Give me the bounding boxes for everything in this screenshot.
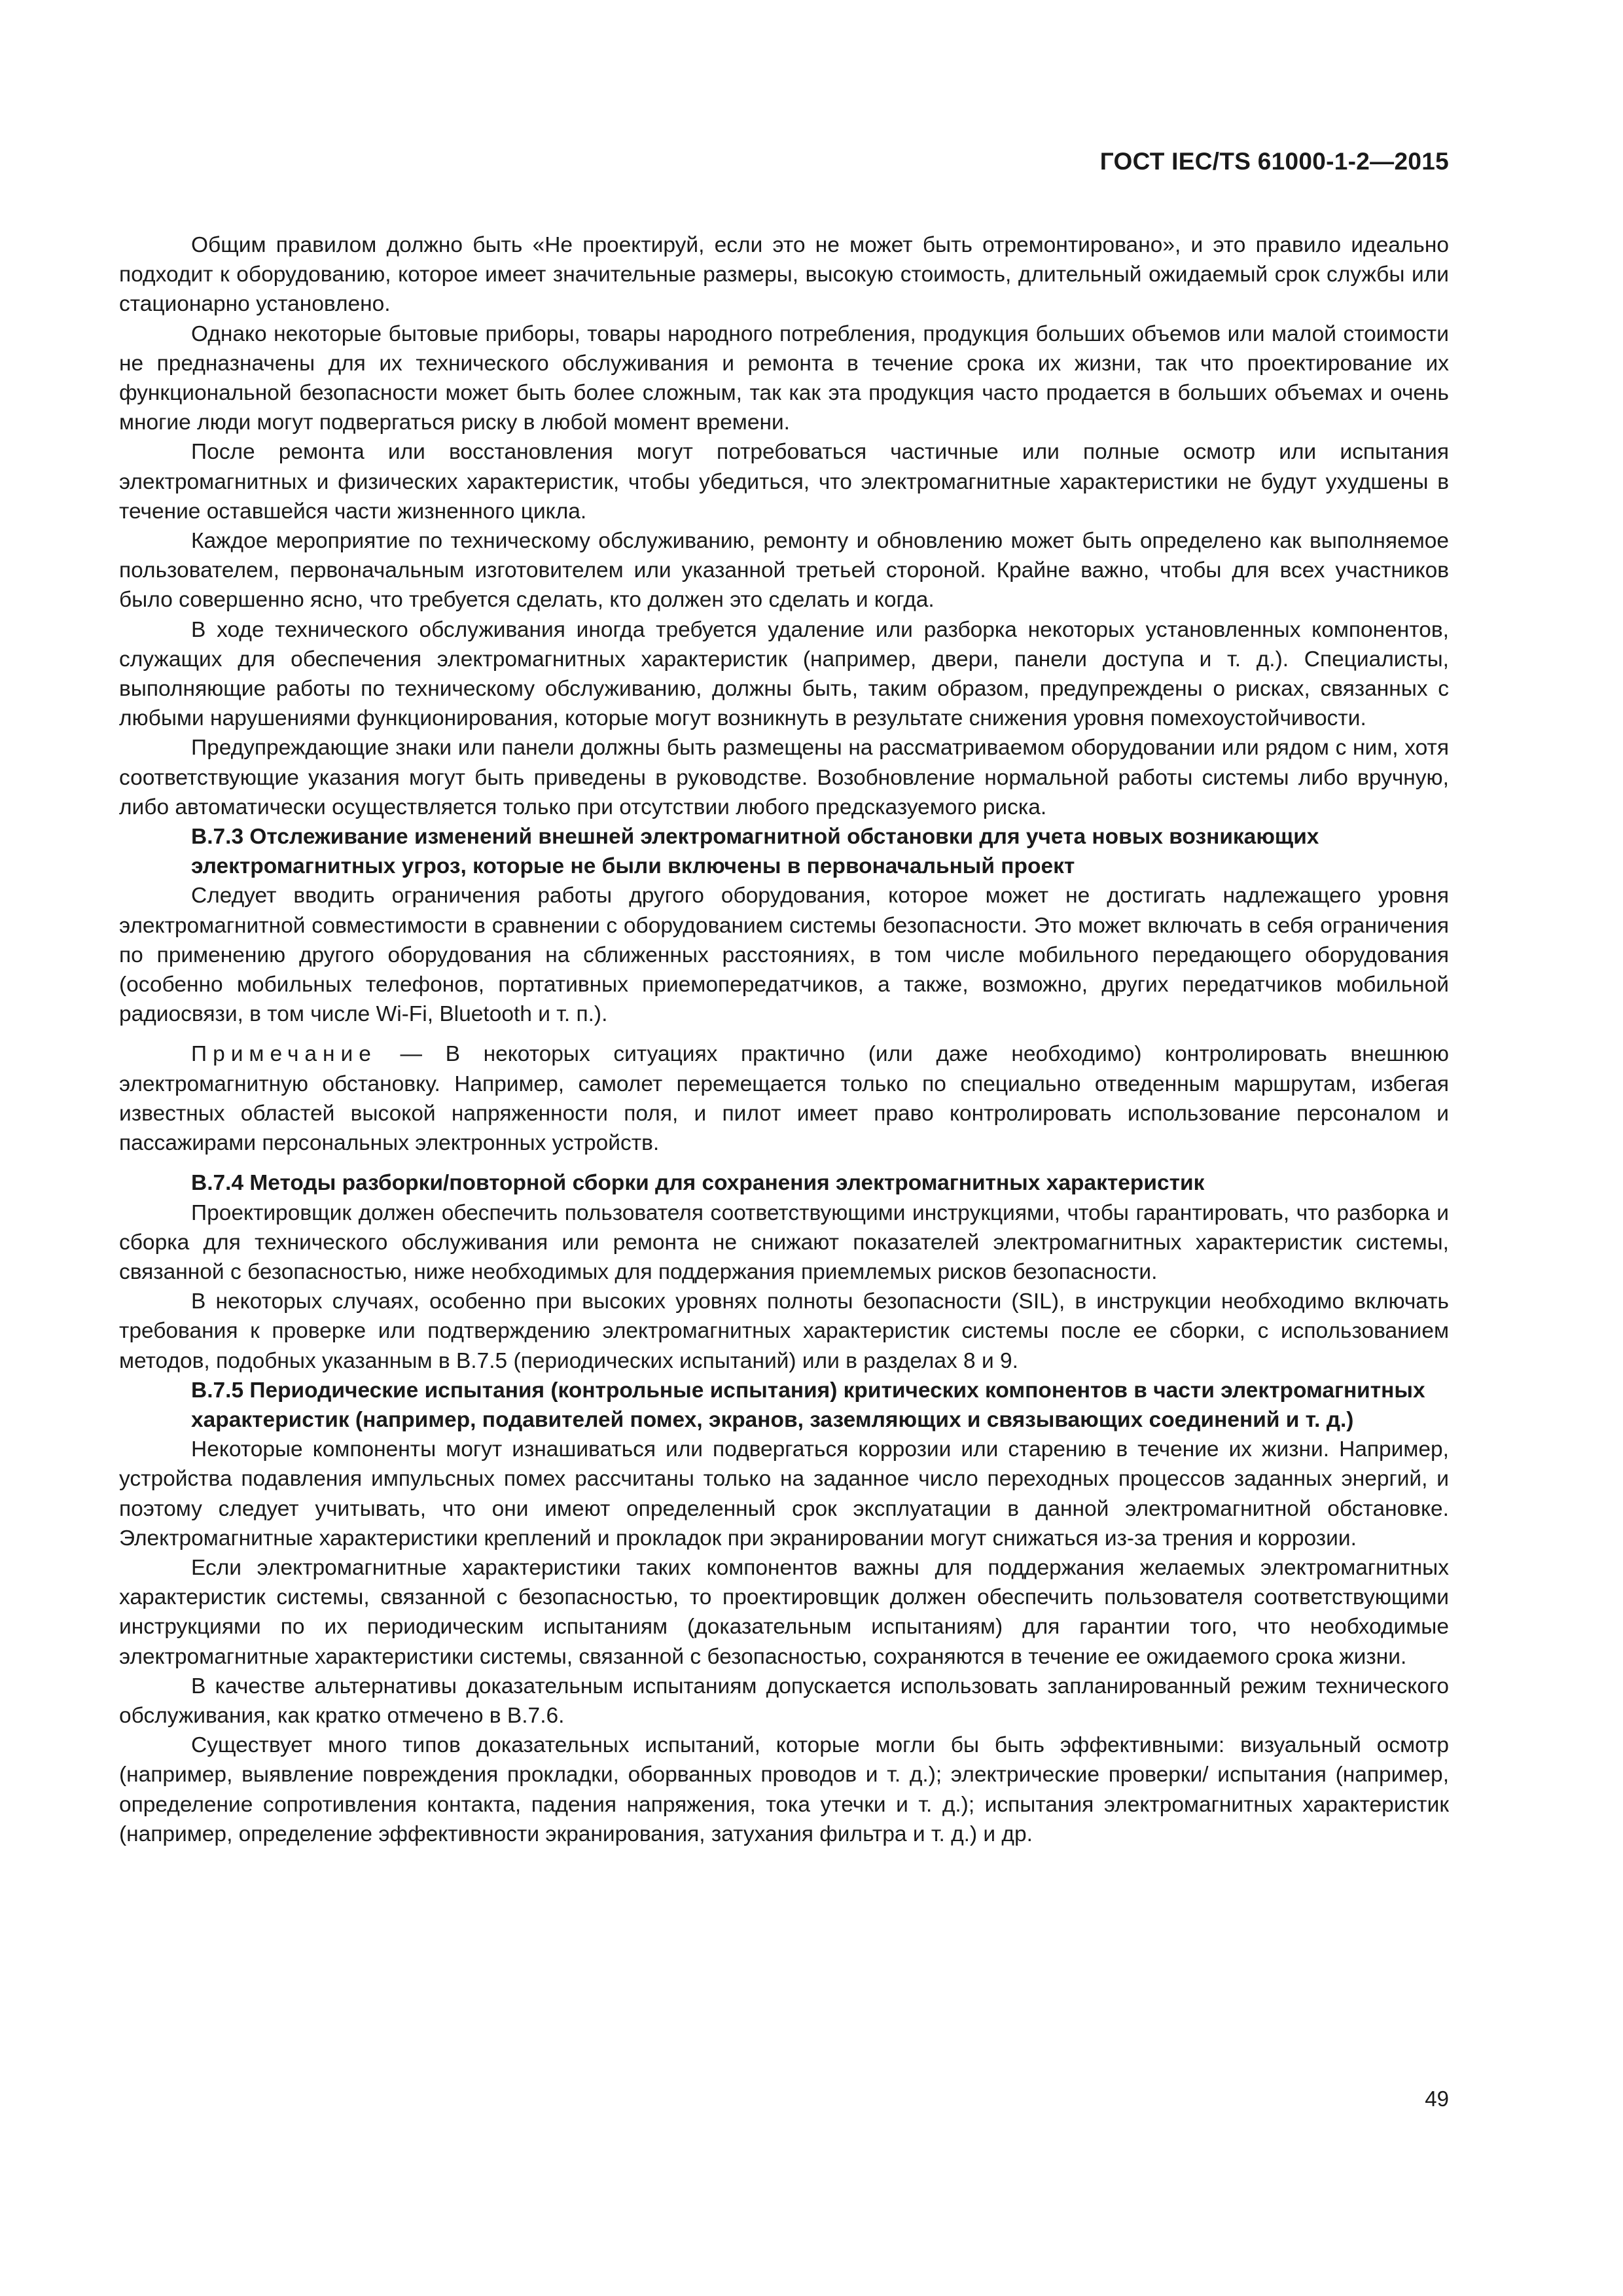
document-code-header: ГОСТ IEC/TS 61000-1-2—2015 (1099, 148, 1449, 175)
note-text: — В некоторых ситуациях практично (или даже необходимо) контролировать внешнюю электромагнитную обстановку. Например, самолет перемещается только по специально отведенным маршрутам, избегая известных областей высокой напряженности поля, и пилот имеет право контролировать использование персоналом и пассажирами персональных электронных устройств. (119, 1042, 1449, 1156)
body-paragraph: Однако некоторые бытовые приборы, товары народного потребления, продукция больших объемов или малой стоимости не предназначены для их технического обслуживания и ремонта в течение срока их жизни, так что проектирование их функциональной безопасности может быть более сложным, так как эта продукция часто продается в больших объемах и очень многие люди могут подвергаться риску в любой момент времени. (119, 321, 1449, 435)
section-heading-b74: В.7.4 Методы разборки/повторной сборки для сохранения электромагнитных характеристик (191, 1171, 1205, 1196)
note-paragraph (119, 1039, 1449, 1158)
page-number: 49 (1425, 2087, 1449, 2111)
section-heading-b73: В.7.3 Отслеживание изменений внешней электромагнитной обстановки для учета новых возникающих электромагнитных угроз, которые не были включены в первоначальный проект (191, 825, 1319, 879)
section-heading-b75: В.7.5 Периодические испытания (контрольные испытания) критических компонентов в части электромагнитных характеристик (например, подавителей помех, экранов, заземляющих и связывающих соединений и т. д.) (191, 1378, 1425, 1432)
body-paragraph: В качестве альтернативы доказательным испытаниям допускается использовать запланированный режим технического обслуживания, как кратко отмечено в В.7.6. (119, 1674, 1449, 1728)
document-body (119, 230, 1449, 1849)
body-paragraph: Каждое мероприятие по техническому обслуживанию, ремонту и обновлению может быть определено как выполняемое пользователем, первоначальным изготовителем или указанной третьей стороной. Крайне важно, чтобы для всех участников было совершенно ясно, что требуется сделать, кто должен это сделать и когда. (119, 529, 1449, 613)
note-label: Примечание (191, 1042, 377, 1067)
body-paragraph: В некоторых случаях, особенно при высоких уровнях полноты безопасности (SIL), в инструкции необходимо включать требования к проверке или подтверждению электромагнитных характеристик системы после ее сборки, с использованием методов, подобных указанным в В.7.5 (периодических испытаний) или в разделах 8 и 9. (119, 1289, 1449, 1373)
body-paragraph: В ходе технического обслуживания иногда требуется удаление или разборка некоторых установленных компонентов, служащих для обеспечения электромагнитных характеристик (например, двери, панели доступа и т. д.). Специалисты, выполняющие работы по техническому обслуживанию, должны быть, таким образом, предупреждены о рисках, связанных с любыми нарушениями функционирования, которые могут возникнуть в результате снижения уровня помехоустойчивости. (119, 617, 1449, 731)
body-paragraph: Существует много типов доказательных испытаний, которые могли бы быть эффективными: визуальный осмотр (например, выявление повреждения прокладки, оборванных проводов и т. д.); электрические проверки/ испытания (например, определение сопротивления контакта, падения напряжения, тока утечки и т. д.); испытания электромагнитных характеристик (например, определение эффективности экранирования, затухания фильтра и т. д.) и др. (119, 1733, 1449, 1846)
body-paragraph: Общим правилом должно быть «Не проектируй, если это не может быть отремонтировано», и это правило идеально подходит к оборудованию, которое имеет значительные размеры, высокую стоимость, длительный ожидаемый срок службы или стационарно установлено. (119, 233, 1449, 317)
body-paragraph: После ремонта или восстановления могут потребоваться частичные или полные осмотр или испытания электромагнитных и физических характеристик, чтобы убедиться, что электромагнитные характеристики не будут ухудшены в течение оставшейся части жизненного цикла. (119, 440, 1449, 524)
body-paragraph: Если электромагнитные характеристики таких компонентов важны для поддержания желаемых электромагнитных характеристик системы, связанной с безопасностью, то проектировщик должен обеспечить пользователя соответствующими инструкциями по их периодическим испытаниям (доказательным испытаниям) для гарантии того, что необходимые электромагнитные характеристики системы, связанной с безопасностью, сохраняются в течение ее ожидаемого срока жизни. (119, 1555, 1449, 1669)
body-paragraph: Проектировщик должен обеспечить пользователя соответствующими инструкциями, чтобы гарантировать, что разборка и сборка для технического обслуживания или ремонта не снижают показателей электромагнитных характеристик системы, связанной с безопасностью, ниже необходимых для поддержания приемлемых рисков безопасности. (119, 1200, 1449, 1284)
body-paragraph: Предупреждающие знаки или панели должны быть размещены на рассматриваемом оборудовании или рядом с ним, хотя соответствующие указания могут быть приведены в руководстве. Возобновление нормальной работы системы либо вручную, либо автоматически осуществляется только при отсутствии любого предсказуемого риска. (119, 736, 1449, 819)
body-paragraph: Следует вводить ограничения работы другого оборудования, которое может не достигать надлежащего уровня электромагнитной совместимости в сравнении с оборудованием системы безопасности. Это может включать в себя ограничения по применению другого оборудования на сближенных расстояниях, в том числе мобильного передающего оборудования (особенно мобильных телефонов, портативных приемопередатчиков, а также, возможно, других передатчиков мобильной радиосвязи, в том числе Wi-Fi, Bluetooth и т. п.). (119, 884, 1449, 1027)
body-paragraph: Некоторые компоненты могут изнашиваться или подвергаться коррозии или старению в течение их жизни. Например, устройства подавления импульсных помех рассчитаны только на заданное число переходных процессов заданных энергий, и поэтому следует учитывать, что они имеют определенный срок эксплуатации в данной электромагнитной обстановке. Электромагнитные характеристики креплений и прокладок при экранировании могут снижаться из-за трения и коррозии. (119, 1437, 1449, 1551)
